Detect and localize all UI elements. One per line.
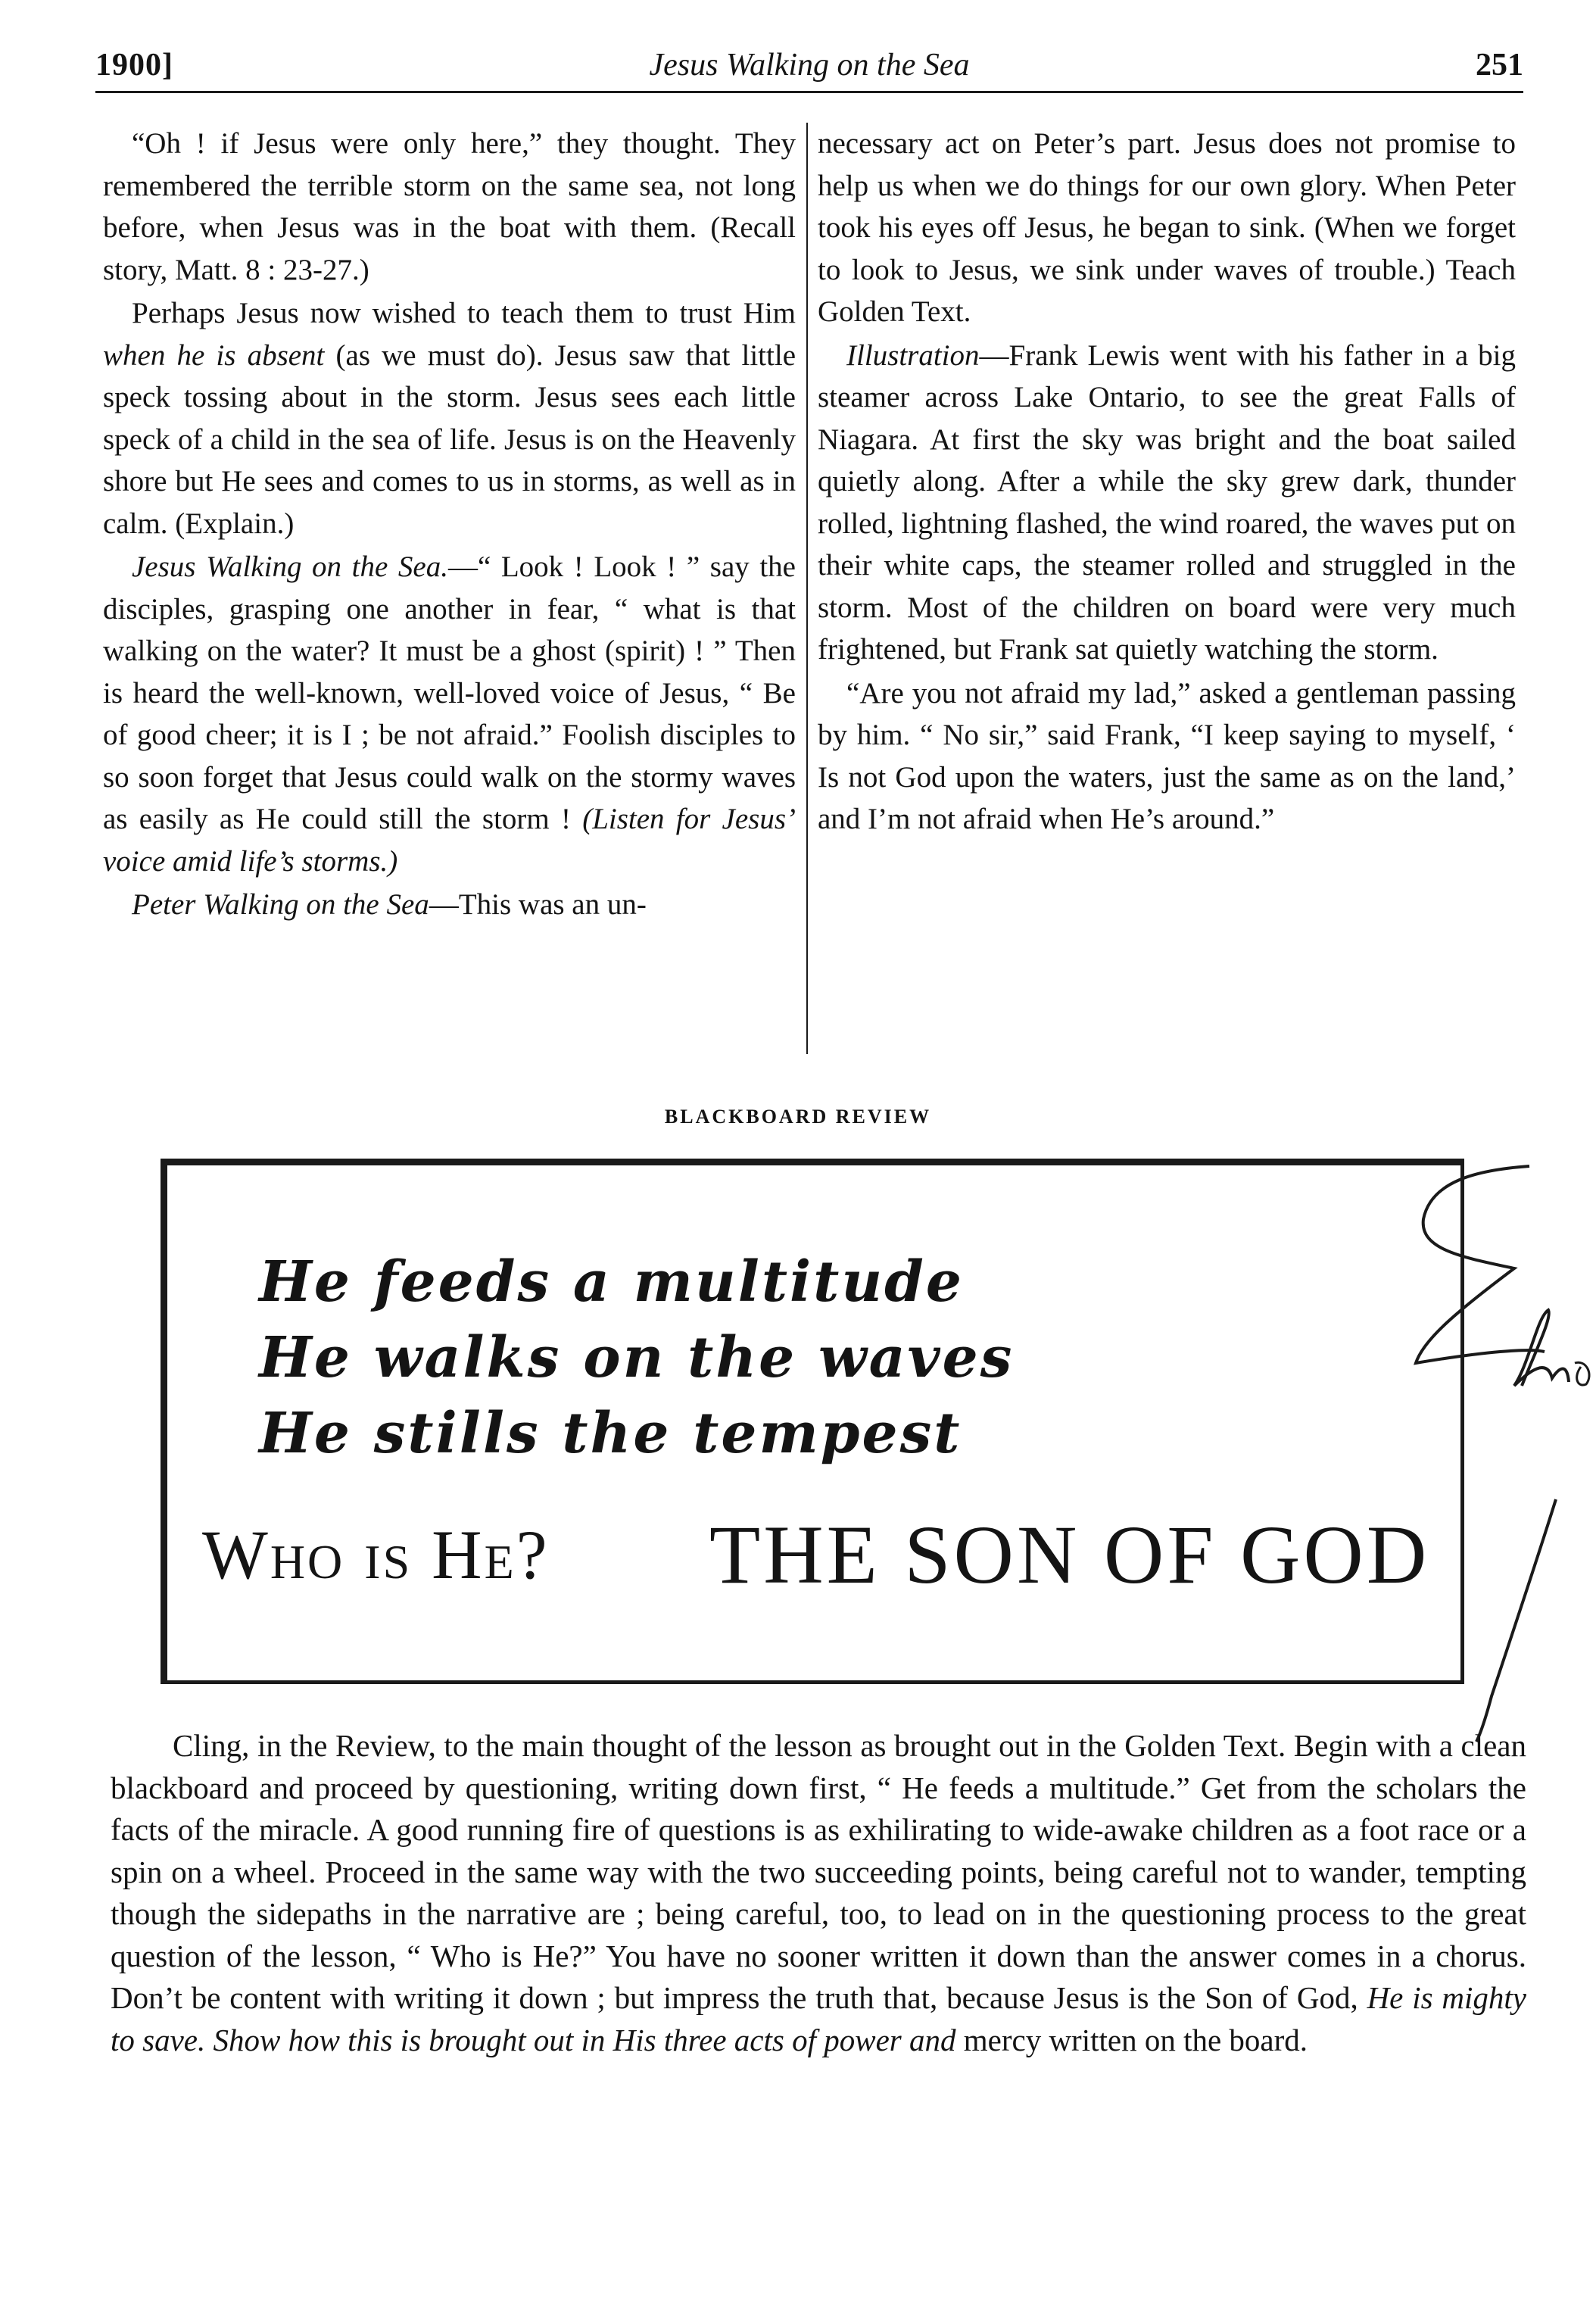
handwritten-flourish — [1287, 1136, 1596, 1780]
paragraph: Cling, in the Review, to the main thought of the lesson as brought out in the Golden Text. Begin with a clean blackboard and proceed by questioning, writing down first, “ He feeds a multitude.” Get from the scholars the facts of the miracle. A good running fire of questions is as exhilirating to wide-awake children as a foot race or a spin on a wheel. Proceed in the same way with the two succeeding points, being careful not to wander, tempting though the sidepaths in the narrative are ; being careful, too, to lead on in the questioning process to the great question of the lesson, “ Who is He?” You have no sooner written it down than the answer comes in a chorus. Don’t be content with writing it down ; but impress the truth that, because Jesus is the Son of God, He is mighty to save. Show how this is brought out in His three acts of power and mercy written on the board. — [111, 1728, 1526, 2057]
blackboard-line: He feeds a multitude — [259, 1249, 964, 1315]
paragraph: necessary act on Peter’s part. Jesus does not promise to help us when we do things for our own glory. When Peter took his eyes off Jesus, he began to sink. (When we forget to look to Jesus, we sink under waves of trouble.) Teach Golden Text. — [818, 127, 1516, 328]
paragraph: Perhaps Jesus now wished to teach them to trust Him when he is absent (as we must do). Jesus saw that little speck tossing about in the storm. Jesus sees each little speck of a child in the sea of life. Jesus is on the Heavenly shore but He sees and comes to us in storms, as well as in calm. (Explain.) — [103, 297, 796, 540]
paragraph: Jesus Walking on the Sea.—“ Look ! Look ! ” say the disciples, grasping one another in fear, “ what is that walking on the water? It must be a ghost (spirit) ! ” Then is heard the well-known, well-loved voice of Jesus, “ Be of good cheer; it is I ; be not afraid.” Foolish disciples to so soon forget that Jesus could walk on the stormy waves as easily as He could still the storm ! (Listen for Jesus’ voice amid life’s storms.) — [103, 551, 796, 878]
subheading: Jesus Walking on the Sea. — [132, 551, 448, 583]
column-rule — [806, 123, 808, 1054]
subheading: Illustration — [846, 338, 980, 372]
blackboard-answer: THE SON OF GOD — [709, 1508, 1430, 1601]
paragraph: Illustration—Frank Lewis went with his father in a big steamer across Lake Ontario, to see the great Falls of Niagara. At first the sky was bright and the boat sailed quietly along. After a while the sky grew dark, thunder rolled, lightning flashed, the wind roared, the waves put on their white caps, the steamer rolled and struggled in the storm. Most of the children on board were very much frightened, but Frank sat quietly watching the storm. — [818, 338, 1516, 666]
blackboard-line: He stills the tempest — [259, 1401, 962, 1466]
running-title: Jesus Walking on the Sea — [649, 48, 970, 83]
review-paragraph — [111, 1725, 1526, 2061]
page-number: 251 — [1476, 48, 1523, 83]
paragraph: Peter Walking on the Sea—This was an un- — [132, 888, 647, 921]
running-head — [95, 38, 1523, 93]
right-column — [818, 123, 1516, 842]
blackboard-question: Who is He? — [202, 1516, 550, 1593]
subheading: Peter Walking on the Sea — [132, 888, 429, 921]
blackboard-line: He walks on the waves — [259, 1325, 1015, 1390]
emphasis: (Listen for Jesus’ voice amid life’s storms.) — [103, 803, 796, 878]
paragraph: “Oh ! if Jesus were only here,” they thought. They remembered the terrible storm on the same sea, not long before, when Jesus was in the boat with them. (Recall story, Matt. 8 : 23-27.) — [103, 127, 796, 286]
blackboard-heading: BLACKBOARD REVIEW — [664, 1106, 932, 1128]
emphasis: He is mighty to save. Show how this is brought out in His three acts of power and — [111, 1980, 1526, 2057]
blackboard-box — [161, 1159, 1464, 1684]
left-column — [103, 123, 796, 928]
paragraph: “Are you not afraid my lad,” asked a gentleman passing by him. “ No sir,” said Frank, “I keep saying to myself, ‘ Is not God upon the waters, just the same as on the land,’ and I’m not afraid when He’s around.” — [818, 676, 1516, 835]
emphasis: when he is absent — [103, 338, 325, 372]
page-year: 1900] — [95, 48, 173, 83]
